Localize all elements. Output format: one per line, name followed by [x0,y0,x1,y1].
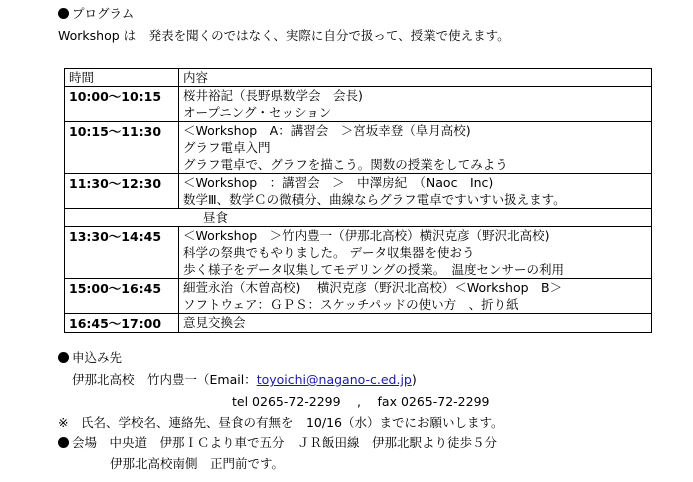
program-heading-text: プログラム [72,6,135,21]
time-cell: 16:45～17:00 [65,314,179,333]
table-header-row [65,69,652,87]
content-line: グラフ電卓入門 [183,140,271,155]
contact-prefix: 伊那北高校 竹内豊一（Email： [72,372,257,387]
table-row [65,87,652,122]
application-heading [58,350,122,366]
content-cell [179,314,652,333]
venue-detail: 伊那北高校南側 正門前です。 [110,456,285,471]
content-line: グラフ電卓で、グラフを描こう。関数の授業をしてみよう [183,157,508,172]
content-line: 桜井裕記（長野県数学会 会長) [183,88,363,103]
notice-text: ※ 氏名、学校名、連絡先、昼食の有無を 10/16（水）までにお願いします。 [58,415,504,430]
header-content: 内容 [179,69,652,87]
content-line: ソフトウェア：ＧＰＳ：スケッチパッドの使い方 、折り紙 [183,297,519,312]
content-line: ＜Workshop ＞竹内豊一（伊那北高校）横沢克彦（野沢北高校) [183,228,550,243]
content-cell [179,227,652,279]
content-line: 歩く様子をデータ収集してモデリングの授業。 温度センサーの利用 [183,262,565,277]
table-row [65,279,652,314]
table-row [65,227,652,279]
program-heading [58,6,134,22]
content-line: 細萱永治（木曽高校) 横沢克彦（野沢北高校）＜Workshop B＞ [183,280,563,295]
venue-line [58,435,497,451]
schedule-table [64,68,652,333]
table-row [65,174,652,209]
time-cell: 15:00～16:45 [65,279,179,314]
content-cell [179,122,652,174]
content-cell [179,87,652,122]
lunch-row [65,209,652,227]
bullet-circle-icon [58,437,69,448]
time-cell: 13:30～14:45 [65,227,179,279]
phone-fax-line: tel 0265-72-2299 , fax 0265-72-2299 [232,394,490,409]
application-heading-text: 申込み先 [72,350,123,365]
time-cell: 10:00～10:15 [65,87,179,122]
content-line: ＜Workshop A：講習会 ＞宮坂幸登（阜月高校) [183,123,471,138]
content-cell [179,174,652,209]
time-cell: 11:30～12:30 [65,174,179,209]
venue-text: 会場 中央道 伊那ＩＣより車で五分 ＪＲ飯田線 伊那北駅より徒歩５分 [72,435,498,450]
lunch-cell: 昼食 [65,209,652,227]
time-cell: 10:15～11:30 [65,122,179,174]
header-time: 時間 [65,69,179,87]
bullet-circle-icon [58,8,69,19]
table-row [65,314,652,333]
email-link[interactable]: toyoichi@nagano-c.ed.jp [256,372,412,387]
content-line: 数学Ⅲ、数学Ｃの微積分、曲線ならグラフ電卓ですいすい扱えます。 [183,192,566,207]
bullet-circle-icon [58,352,69,363]
content-line: オープニング・セッション [183,105,332,120]
content-line: ＜Workshop ：講習会 ＞ 中澤房紀 （Naoc Inc) [183,175,494,190]
intro-text: Workshop は 発表を聞くのではなく、実際に自分で扱って、授業で使えます。 [58,28,510,43]
contact-line [72,372,417,388]
content-line: 意見交換会 [183,315,246,330]
content-cell [179,279,652,314]
contact-suffix: ) [411,372,417,387]
content-line: 科学の祭典でもやりました。 データ収集器を使おう [183,245,475,260]
table-row [65,122,652,174]
